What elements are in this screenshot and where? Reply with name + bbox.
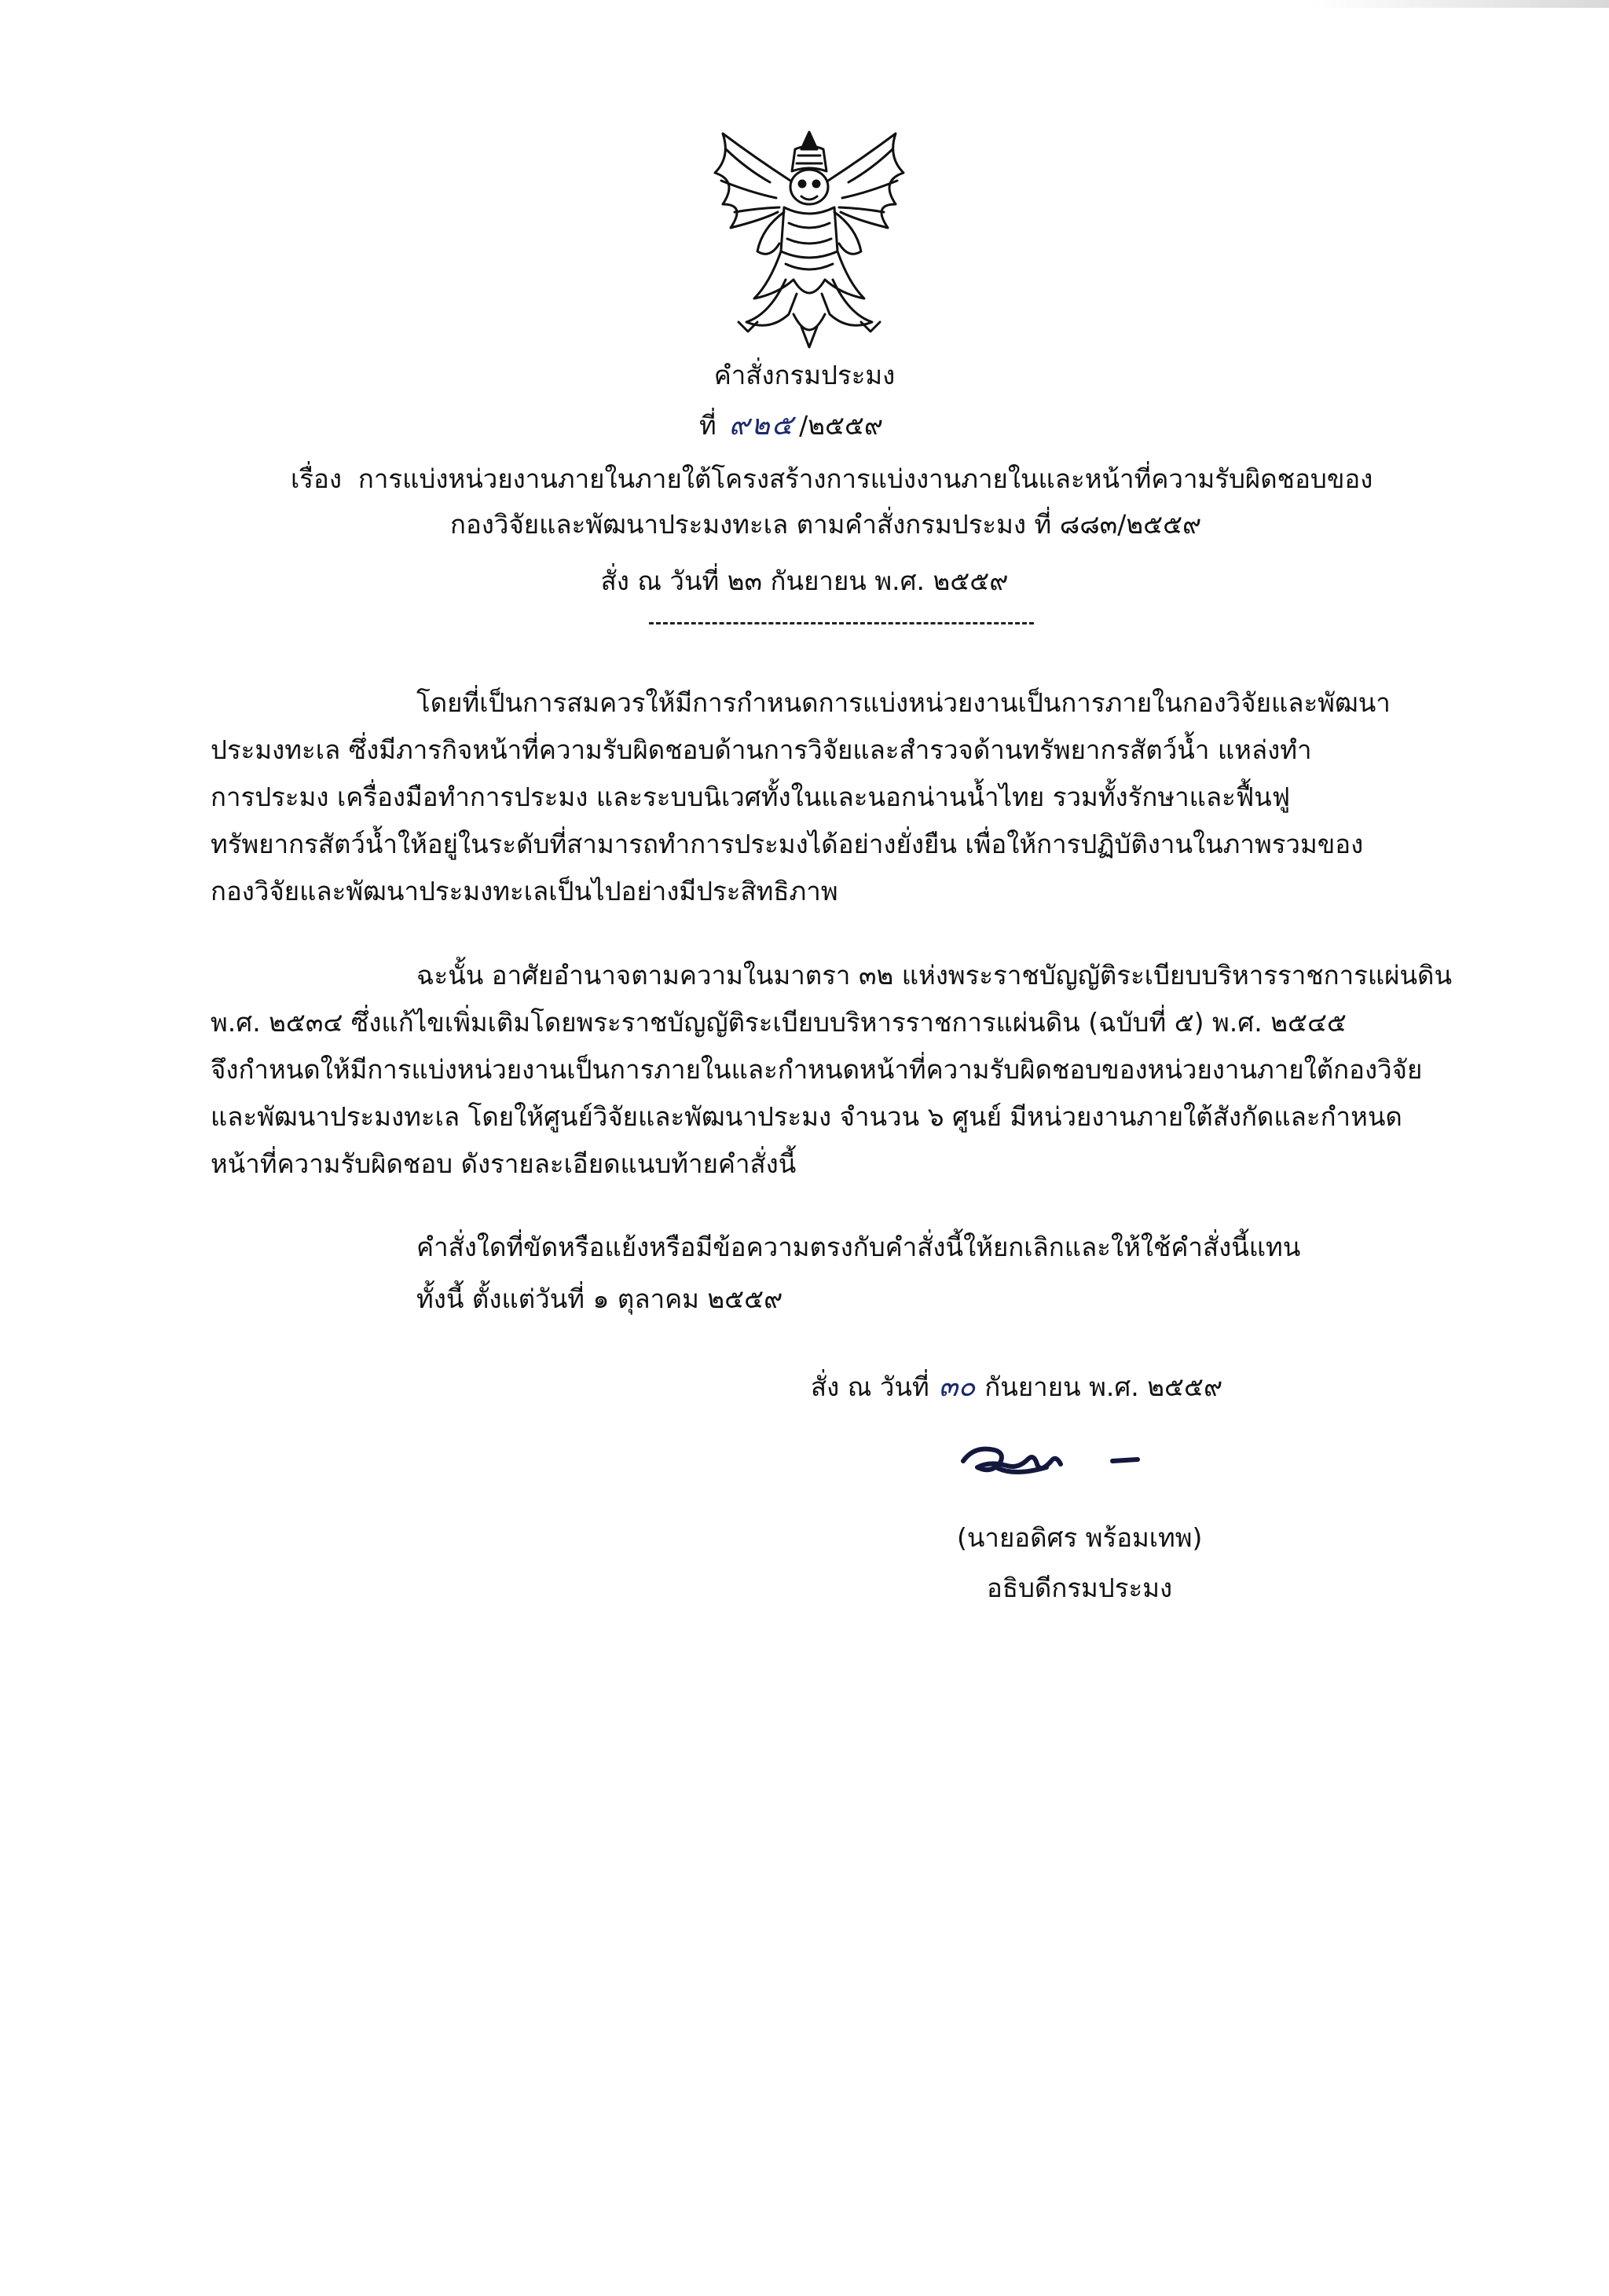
garuda-emblem-icon [691, 126, 927, 353]
paragraph-2 [211, 952, 1461, 1188]
paragraph-4 [211, 1276, 1461, 1323]
paragraph-1-line: ทรัพยากรสัตว์น้ำให้อยู่ในระดับที่สามารถทำการประมงได้อย่างยั่งยืน เพื่อให้การปฏิบัติงานในภาพรวมของ [211, 829, 1364, 859]
paragraph-1-line: ประมงทะเล ซึ่งมีภารกิจหน้าที่ความรับผิดชอบด้านการวิจัยและสำรวจด้านทรัพยากรสัตว์น้ำ แหล่งทำ [211, 734, 1312, 765]
paragraph-3-line: คำสั่งใดที่ขัดหรือแย้งหรือมีข้อความตรงกับคำสั่งนี้ให้ยกเลิกและให้ใช้คำสั่งนี้แทน [416, 1232, 1301, 1262]
paragraph-1-line: โดยที่เป็นการสมควรให้มีการกำหนดการแบ่งหน่วยงานเป็นการภายในกองวิจัยและพัฒนา [416, 687, 1391, 718]
signer-title: อธิบดีกรมประมง [987, 1573, 1173, 1603]
order-title: คำสั่งกรมประมง [713, 360, 896, 390]
effective-date-line: ทั้งนี้ ตั้งแต่วันที่ ๑ ตุลาคม ๒๕๕๙ [416, 1283, 783, 1314]
subject-block [291, 462, 1406, 540]
scan-edge-shadow [1310, 0, 1609, 8]
handwritten-signature [958, 1430, 1163, 1492]
paragraph-1 [211, 679, 1461, 915]
subject-line-1: การแบ่งหน่วยงานภายในภายใต้โครงสร้างการแบ่งงานภายในและหน้าที่ความรับผิดชอบของ [357, 463, 1373, 494]
subject-label: เรื่อง [291, 463, 342, 494]
signing-date-prefix: สั่ง ณ วันที่ [811, 1371, 929, 1402]
order-number-suffix: /๒๕๕๙ [799, 410, 884, 441]
order-number-handwritten: ๙๒๕ [728, 409, 795, 441]
signing-date-handwritten-day: ๓๐ [938, 1371, 976, 1403]
order-number-prefix: ที่ [699, 410, 717, 441]
ordered-date: สั่ง ณ วันที่ ๒๓ กันยายน พ.ศ. ๒๕๕๙ [600, 566, 1009, 596]
paragraph-2-line: พ.ศ. ๒๕๓๔ ซึ่งแก้ไขเพิ่มเติมโดยพระราชบัญญัติระเบียบบริหารราชการแผ่นดิน (ฉบับที่ ๕) พ.ศ. ๒๕๔๕ [211, 1007, 1347, 1038]
paragraph-3 [211, 1224, 1461, 1271]
paragraph-2-line: หน้าที่ความรับผิดชอบ ดังรายละเอียดแนบท้ายคำสั่งนี้ [211, 1148, 797, 1179]
separator-dashes [649, 622, 1034, 624]
paragraph-1-line: การประมง เครื่องมือทำการประมง และระบบนิเวศทั้งในและนอกน่านน้ำไทย รวมทั้งรักษาและฟื้นฟู [211, 782, 1291, 812]
paragraph-2-line: และพัฒนาประมงทะเล โดยให้ศูนย์วิจัยและพัฒนาประมง จำนวน ๖ ศูนย์ มีหน่วยงานภายใต้สังกัดและกำหนด [211, 1101, 1402, 1132]
subject-line-2: กองวิจัยและพัฒนาประมงทะเล ตามคำสั่งกรมประมง ที่ ๘๘๓/๒๕๕๙ [450, 509, 1202, 540]
order-number [699, 408, 883, 443]
paragraph-2-line: จึงกำหนดให้มีการแบ่งหน่วยงานเป็นการภายในและกำหนดหน้าที่ความรับผิดชอบของหน่วยงานภายใต้กองวิจัย [211, 1054, 1423, 1085]
signer-name: (นายอดิศร พร้อมเทพ) [957, 1522, 1203, 1553]
signing-date [811, 1370, 1222, 1404]
paragraph-2-line: ฉะนั้น อาศัยอำนาจตามความในมาตรา ๓๒ แห่งพระราชบัญญัติระเบียบบริหารราชการแผ่นดิน [416, 960, 1453, 991]
signing-date-suffix: กันยายน พ.ศ. ๒๕๕๙ [984, 1371, 1223, 1402]
paragraph-1-line: กองวิจัยและพัฒนาประมงทะเลเป็นไปอย่างมีประสิทธิภาพ [211, 876, 838, 906]
